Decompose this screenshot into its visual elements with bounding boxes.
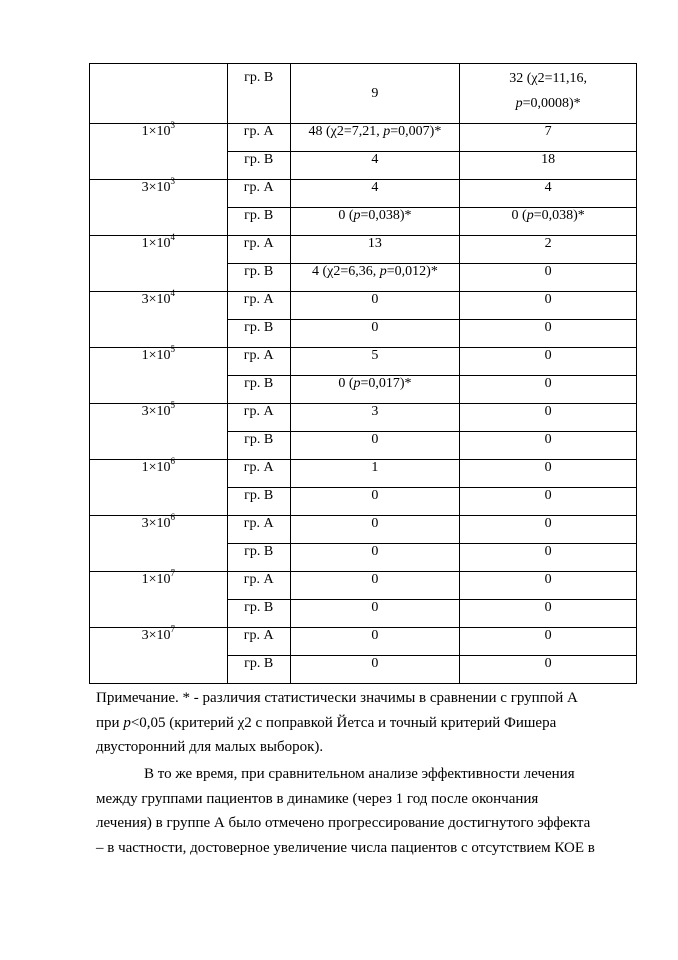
group-cell: гр. А [227,292,290,320]
value-cell: 1 [290,460,460,488]
table-row [90,124,637,152]
table-row [90,628,637,656]
value-cell: 0 [290,572,460,600]
value-cell: 32 (χ2=11,16, p=0,0008)* [460,64,637,124]
paragraph-line: – в частности, достоверное увеличение числа пациентов с отсутствием КОЕ в [96,839,595,856]
table-row [90,404,637,432]
value-cell: 4 [460,180,637,208]
concentration-cell: $1\times 10^4$ [90,236,228,292]
group-cell: гр. А [227,572,290,600]
table-note [96,686,656,760]
value-cell: 0 [290,600,460,628]
value-cell: 0 [290,516,460,544]
group-cell: гр. А [227,348,290,376]
concentration-cell: $1\times 10^3$ [90,124,228,180]
value-cell: 9 [290,64,460,124]
value-cell: 0 [460,488,637,516]
group-cell: гр. В [227,656,290,684]
body-paragraph [96,762,656,860]
table-row [90,516,637,544]
value-cell: 0 [290,628,460,656]
concentration-cell: $3\times 10^7$ [90,628,228,684]
concentration-cell: $3\times 10^5$ [90,404,228,460]
concentration-cell: $3\times 10^4$ [90,292,228,348]
table-row [90,572,637,600]
group-cell: гр. В [227,376,290,404]
group-cell: гр. А [227,124,290,152]
group-cell: гр. В [227,432,290,460]
value-cell: 0 (p=0,038)* [460,208,637,236]
value-cell: 18 [460,152,637,180]
value-cell: 48 (χ2=7,21, p=0,007)* [290,124,460,152]
group-cell: гр. В [227,64,290,124]
note-line: Примечание. * - различия статистически значимы в сравнении с группой А [96,690,578,706]
group-cell: гр. А [227,516,290,544]
concentration-cell: $1\times 10^7$ [90,572,228,628]
value-cell: 13 [290,236,460,264]
concentration-cell: $1\times 10^6$ [90,460,228,516]
group-cell: гр. А [227,180,290,208]
value-cell: 5 [290,348,460,376]
value-cell: 0 [460,320,637,348]
value-cell: 0 [460,376,637,404]
value-cell: 0 [460,600,637,628]
value-cell: 4 (χ2=6,36, p=0,012)* [290,264,460,292]
value-cell: 0 [290,320,460,348]
concentration-cell: $3\times 10^3$ [90,180,228,236]
table-row [90,292,637,320]
value-cell: 0 [460,432,637,460]
value-cell: 0 [460,628,637,656]
group-cell: гр. В [227,152,290,180]
value-cell: 0 (p=0,017)* [290,376,460,404]
note-line: при p<0,05 (критерий χ2 с поправкой Йетса и точный критерий Фишера [96,714,557,731]
value-cell: 0 [460,460,637,488]
value-cell: 0 (p=0,038)* [290,208,460,236]
group-cell: гр. В [227,320,290,348]
value-cell: 0 [460,656,637,684]
value-cell: 0 [290,292,460,320]
value-cell: 0 [460,404,637,432]
value-cell: 2 [460,236,637,264]
group-cell: гр. В [227,208,290,236]
value-cell: 0 [460,572,637,600]
concentration-cell: $3\times 10^6$ [90,516,228,572]
group-cell: гр. А [227,236,290,264]
value-cell: 3 [290,404,460,432]
table-row [90,180,637,208]
value-cell: 4 [290,152,460,180]
group-cell: гр. В [227,600,290,628]
value-cell: 0 [460,544,637,572]
paragraph-line: между группами пациентов в динамике (через 1 год после окончания [96,790,539,807]
results-table [89,63,637,684]
value-cell: 7 [460,124,637,152]
concentration-cell: $1\times 10^5$ [90,348,228,404]
group-cell: гр. В [227,264,290,292]
table-row [90,64,637,124]
value-cell: 0 [460,516,637,544]
value-cell: 0 [290,656,460,684]
group-cell: гр. А [227,404,290,432]
group-cell: гр. В [227,488,290,516]
group-cell: гр. В [227,544,290,572]
paragraph-line: В то же время, при сравнительном анализе эффективности лечения [144,766,575,782]
concentration-cell [90,64,228,124]
table-row [90,460,637,488]
table-row [90,348,637,376]
value-cell: 0 [460,264,637,292]
value-cell: 0 [460,348,637,376]
note-line: двусторонний для малых выборок). [96,739,324,755]
group-cell: гр. А [227,460,290,488]
value-cell: 0 [290,432,460,460]
value-cell: 0 [460,292,637,320]
paragraph-line: лечения) в группе А было отмечено прогрессирование достигнутого эффекта [96,815,591,831]
value-cell: 0 [290,544,460,572]
group-cell: гр. А [227,628,290,656]
table-row [90,236,637,264]
value-cell: 0 [290,488,460,516]
value-cell: 4 [290,180,460,208]
